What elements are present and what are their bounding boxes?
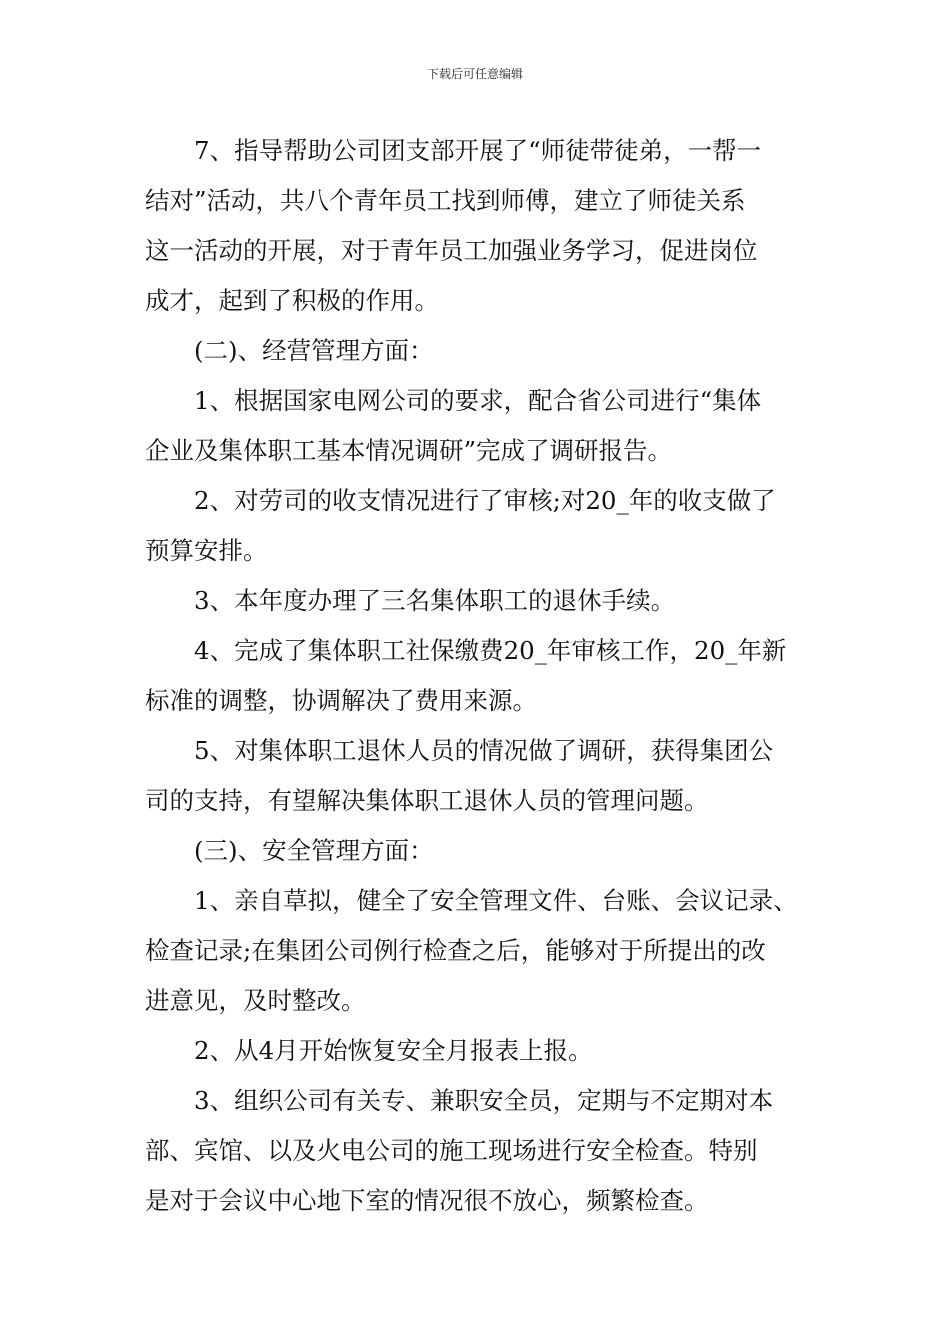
text-line: 3、组织公司有关专、兼职安全员，定期与不定期对本 [194,1086,774,1115]
paragraph-business-1 [145,376,815,476]
document-body [145,126,815,1226]
text-line: 这一活动的开展，对于青年员工加强业务学习，促进岗位 [145,236,758,265]
section-heading-business [145,326,815,376]
paragraph-business-3 [145,576,815,626]
text-line: 标准的调整，协调解决了费用来源。 [145,686,537,715]
paragraph-item-7 [145,126,815,326]
paragraph-business-2 [145,476,815,576]
section-heading-safety [145,826,815,876]
section-heading: (三)、安全管理方面： [194,836,434,865]
text-line: 5、对集体职工退休人员的情况做了调研，获得集团公 [194,736,774,765]
paragraph-safety-2 [145,1026,815,1076]
text-line: 2、对劳司的收支情况进行了审核;对20_年的收支做了 [194,486,776,515]
page-header-note: 下载后可任意编辑 [426,67,523,81]
text-line: 1、亲自草拟，健全了安全管理文件、台账、会议记录、 [194,886,798,915]
section-heading: (二)、经营管理方面： [194,336,434,365]
text-line: 1、根据国家电网公司的要求，配合省公司进行“集体 [194,386,762,415]
paragraph-safety-1 [145,876,815,1026]
text-line: 预算安排。 [145,536,268,565]
text-line: 检查记录;在集团公司例行检查之后，能够对于所提出的改 [145,936,766,965]
text-line: 司的支持，有望解决集体职工退休人员的管理问题。 [145,786,709,815]
text-line: 企业及集体职工基本情况调研”完成了调研报告。 [145,436,673,465]
text-line: 4、完成了集体职工社保缴费20_年审核工作，20_年新 [194,636,787,665]
text-line: 结对”活动，共八个青年员工找到师傅，建立了师徒关系 [145,186,746,215]
paragraph-business-4 [145,626,815,726]
text-line: 是对于会议中心地下室的情况很不放心，频繁检查。 [145,1186,709,1215]
paragraph-business-5 [145,726,815,826]
text-line: 成才，起到了积极的作用。 [145,286,439,315]
text-line: 进意见，及时整改。 [145,986,366,1015]
text-line: 7、指导帮助公司团支部开展了“师徒带徒弟，一帮一 [194,136,762,165]
text-line: 3、本年度办理了三名集体职工的退休手续。 [194,586,676,615]
paragraph-safety-3 [145,1076,815,1226]
text-line: 部、宾馆、以及火电公司的施工现场进行安全检查。特别 [145,1136,758,1165]
text-line: 2、从4月开始恢复安全月报表上报。 [194,1036,593,1065]
